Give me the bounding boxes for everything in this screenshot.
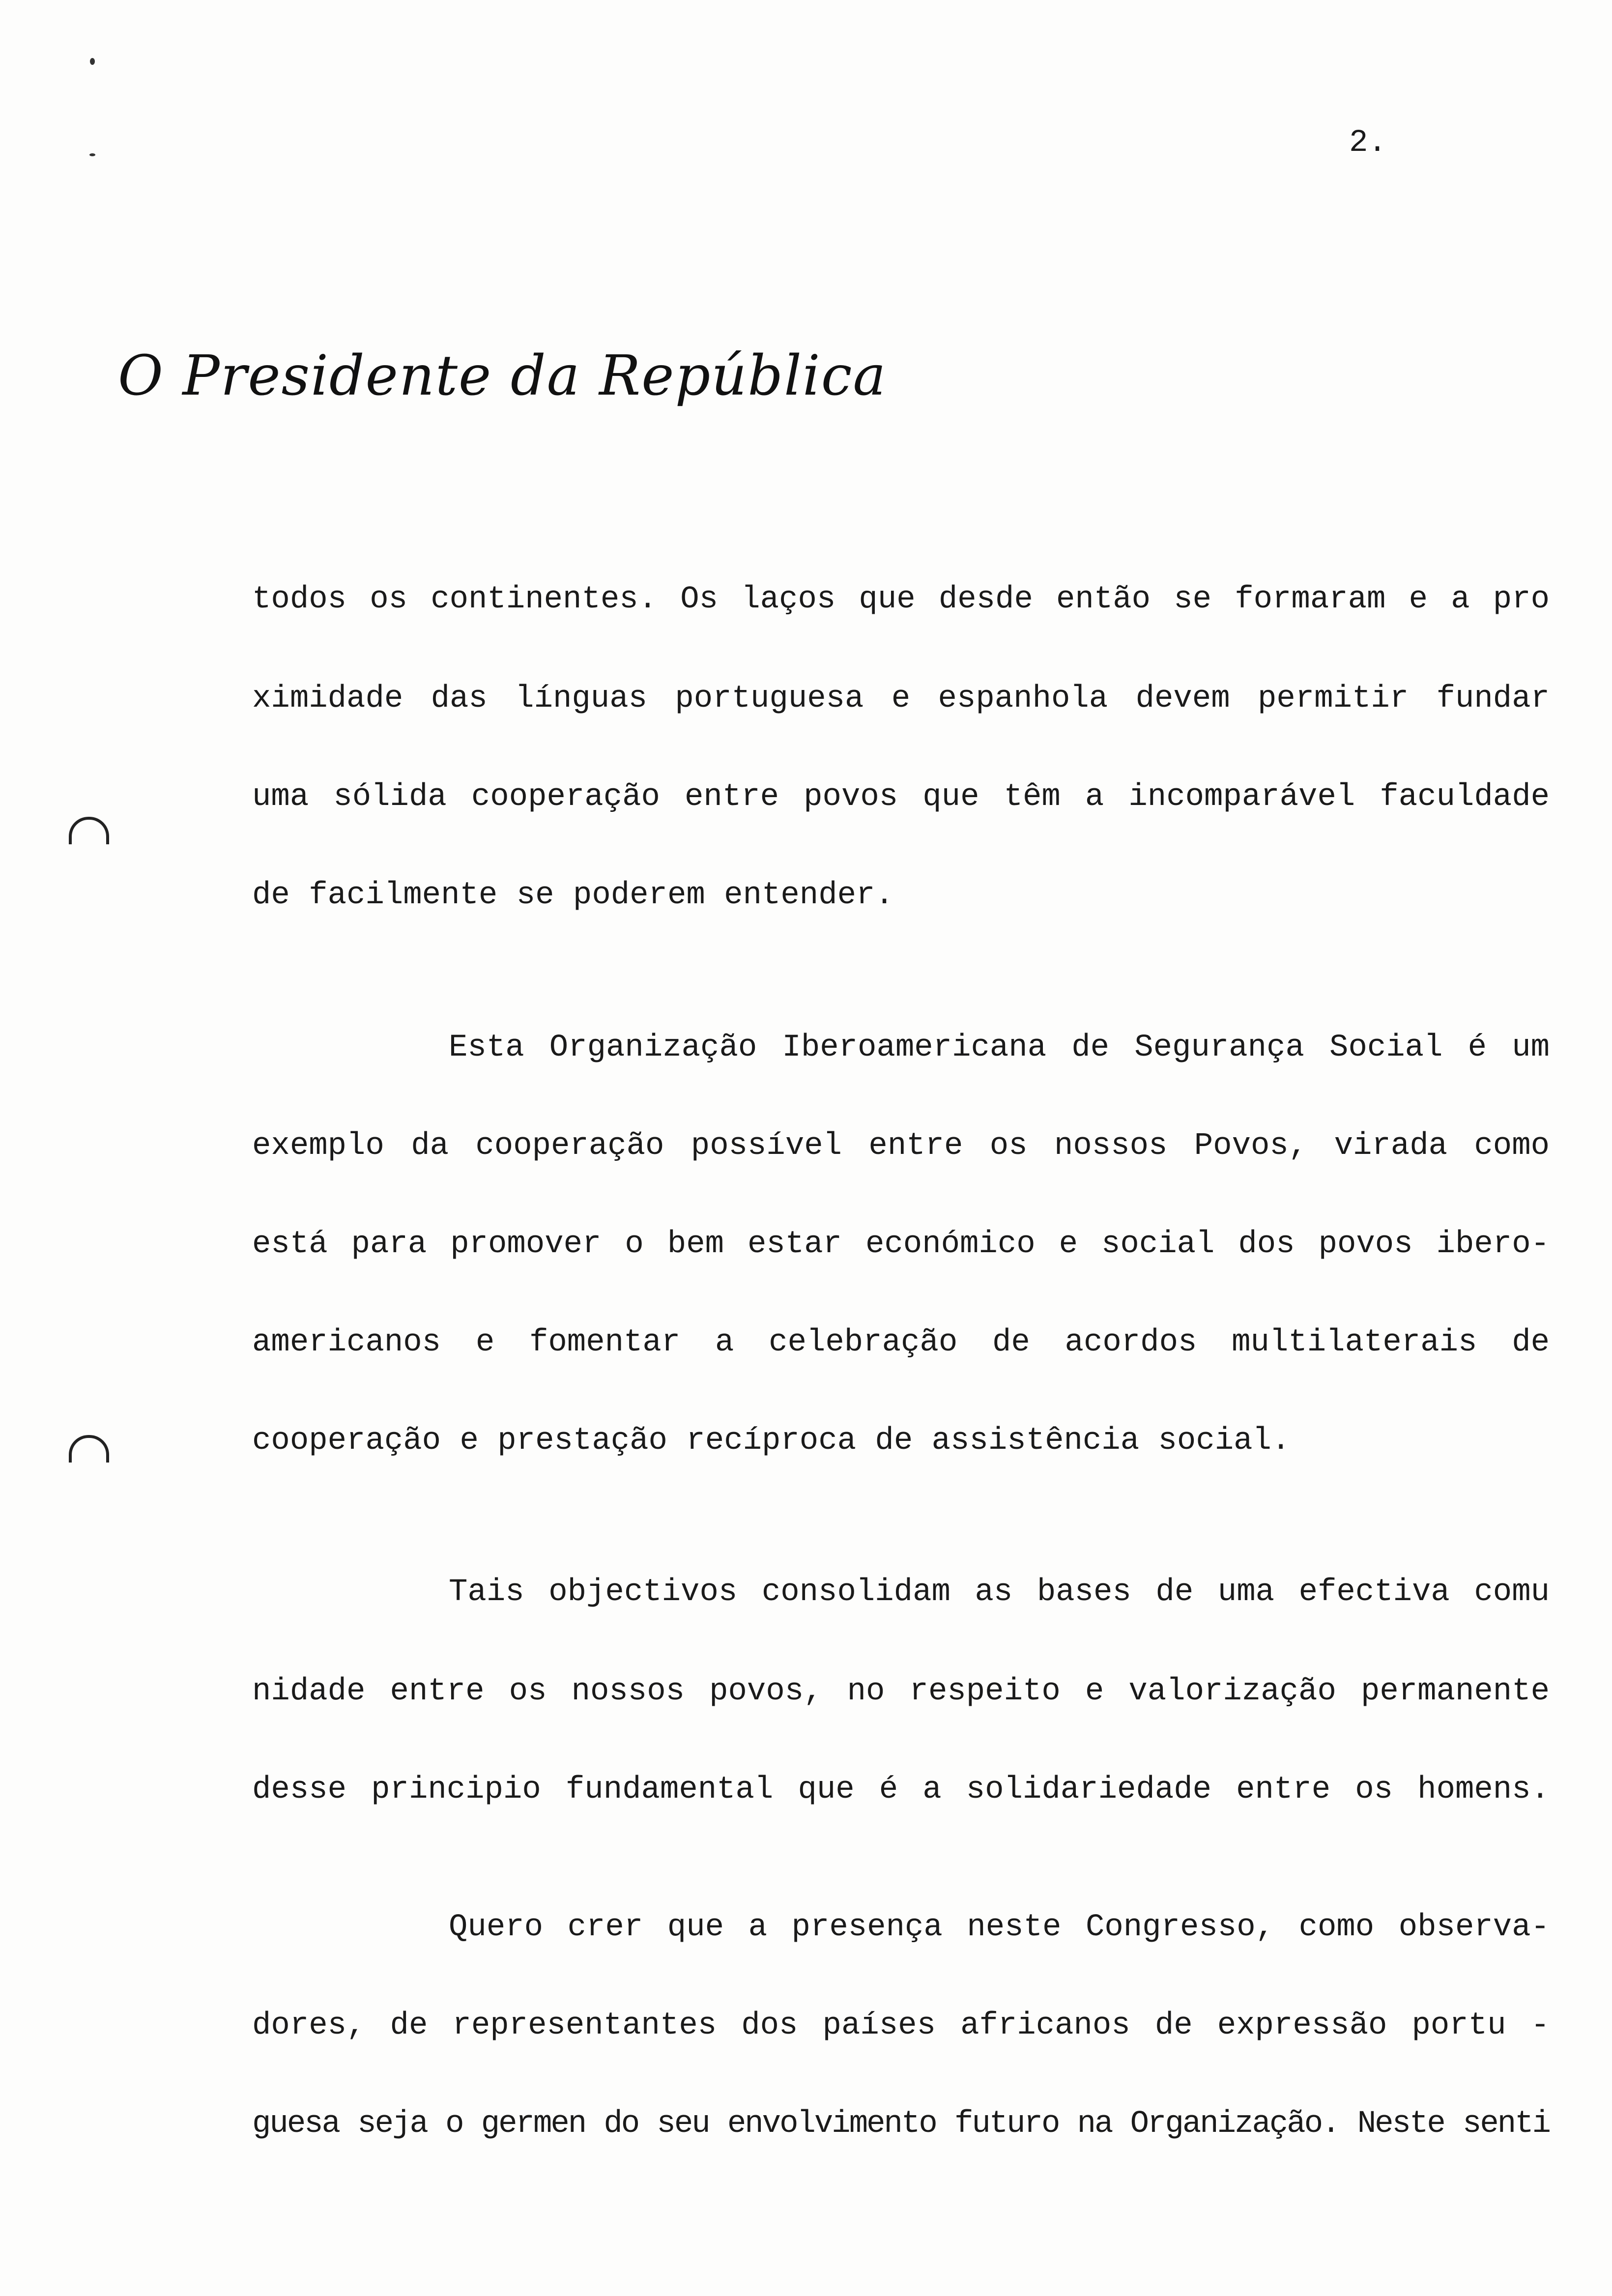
text-line: dores, de representantes dos países africanos de expressão portu - <box>252 2008 1550 2043</box>
text-line: de facilmente se poderem entender. <box>252 878 894 913</box>
text-line: cooperação e prestação recíproca de assistência social. <box>252 1423 1291 1459</box>
binder-hole-mark-lower <box>69 1435 109 1463</box>
text-line: guesa seja o germen do seu envolvimento futuro na Organização. Neste senti <box>252 2106 1550 2142</box>
text-line: todos os continentes. Os laços que desde então se formaram e a pro <box>252 582 1550 617</box>
text-line: ximidade das línguas portuguesa e espanhola devem permitir fundar <box>252 681 1550 717</box>
text-line: desse principio fundamental que é a solidariedade entre os homens. <box>252 1772 1550 1808</box>
text-line: americanos e fomentar a celebração de acordos multilaterais de <box>252 1325 1550 1360</box>
text-line: uma sólida cooperação entre povos que têm a incomparável faculdade <box>252 779 1550 815</box>
text-line: exemplo da cooperação possível entre os nossos Povos, virada como <box>252 1128 1550 1164</box>
text-line: Esta Organização Iberoamericana de Segurança Social é um <box>449 1030 1550 1065</box>
binder-hole-mark-upper <box>69 817 109 844</box>
page-number: 2. <box>1349 125 1387 161</box>
page-speck <box>89 153 95 156</box>
page-speck <box>90 58 95 65</box>
text-line: está para promover o bem estar económico e social dos povos ibero- <box>252 1227 1550 1262</box>
text-line: nidade entre os nossos povos, no respeito e valorização permanente <box>252 1674 1550 1709</box>
letterhead-title: O Presidente da República <box>118 344 887 408</box>
text-line: Quero crer que a presença neste Congresso, como observa- <box>449 1910 1550 1945</box>
text-line: Tais objectivos consolidam as bases de uma efectiva comu <box>449 1575 1550 1610</box>
